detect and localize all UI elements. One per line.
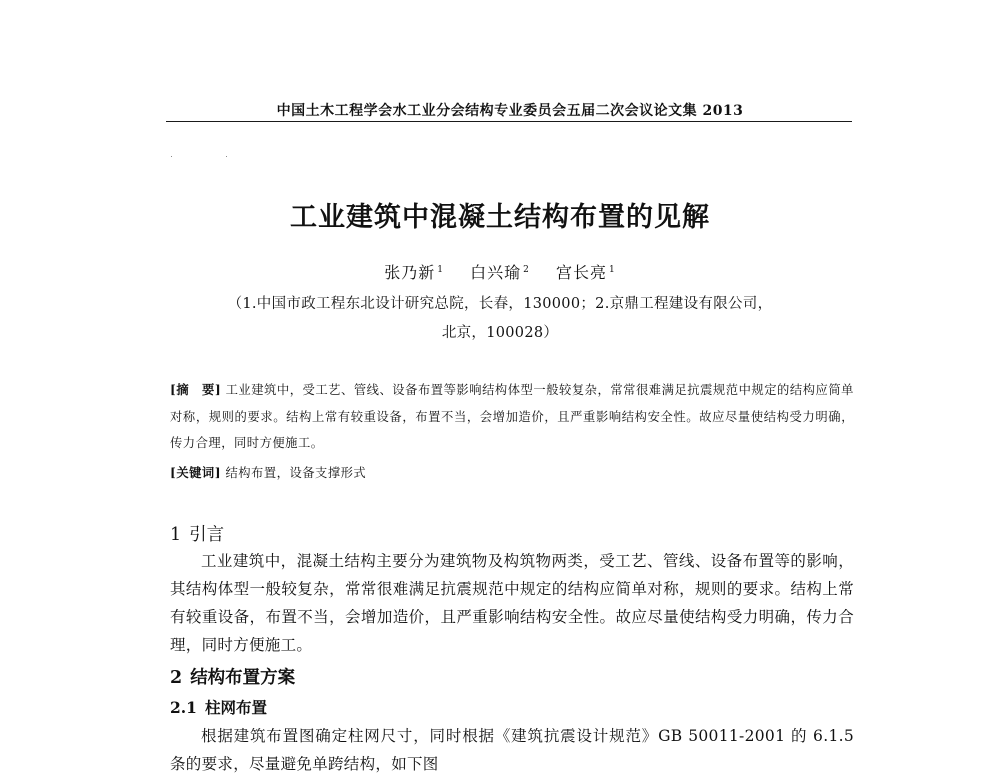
affiliation-line: （1.中国市政工程东北设计研究总院，长春，130000；2.京鼎工程建设有限公司， xyxy=(227,296,773,312)
section-title: 结构布置方案 xyxy=(190,668,296,688)
subsection-number: 2.1 xyxy=(170,698,197,717)
author-name: 白兴瑜 xyxy=(470,263,522,282)
author-name: 宫长亮 xyxy=(555,263,607,282)
author-affil-mark: 1 xyxy=(608,264,616,275)
running-header: 中国土木工程学会水工业分会结构专业委员会五届二次会议论文集 2013 xyxy=(276,103,744,119)
affiliation-line: 北京，100028） xyxy=(441,325,559,341)
paper-title: 工业建筑中混凝土结构布置的见解 xyxy=(290,202,710,233)
section-heading xyxy=(170,521,224,546)
keywords xyxy=(170,463,854,481)
author-list xyxy=(0,260,1000,283)
subsection-heading xyxy=(170,696,267,718)
section-number: 1 xyxy=(170,525,182,545)
section-paragraph: 工业建筑中，混凝土结构主要分为建筑物及构筑物两类，受工艺、管线、设备布置等的影响，其结构体型一般较复杂，常常很难满足抗震规范中规定的结构应简单对称，规则的要求。结构上常有较重设备，布置不当，会增加造价，且严重影响结构安全性。故应尽量使结构受力明确，传力合理，同时方便施工。 xyxy=(170,552,854,654)
author-name: 张乃新 xyxy=(384,263,436,282)
author-affil-mark: 1 xyxy=(437,264,445,275)
scan-speck xyxy=(226,156,227,157)
header-rule xyxy=(166,121,852,122)
author-affil-mark: 2 xyxy=(523,264,530,275)
abstract-label: [摘 要] xyxy=(170,382,222,397)
abstract xyxy=(170,377,854,457)
author xyxy=(556,263,616,282)
scan-speck xyxy=(171,156,172,157)
section-number: 2 xyxy=(170,668,183,688)
section-title: 引言 xyxy=(189,525,225,545)
author xyxy=(384,263,444,282)
section-heading xyxy=(170,664,295,689)
subsection-title: 柱网布置 xyxy=(204,698,267,717)
author xyxy=(470,263,530,282)
keywords-text: 结构布置，设备支撑形式 xyxy=(225,466,367,480)
abstract-text: 工业建筑中，受工艺、管线、设备布置等影响结构体型一般较复杂，常常很难满足抗震规范中规定的结构应简单对称，规则的要求。结构上常有较重设备，布置不当，会增加造价，且严重影响结构安全性。故应尽量使结构受力明确，传力合理，同时方便施工。 xyxy=(170,383,854,450)
subsection-paragraph: 根据建筑布置图确定柱网尺寸，同时根据《建筑抗震设计规范》GB 50011-2001 的 6.1.5 条的要求，尽量避免单跨结构，如下图 xyxy=(170,727,854,773)
keywords-label: [关键词] xyxy=(170,465,222,480)
